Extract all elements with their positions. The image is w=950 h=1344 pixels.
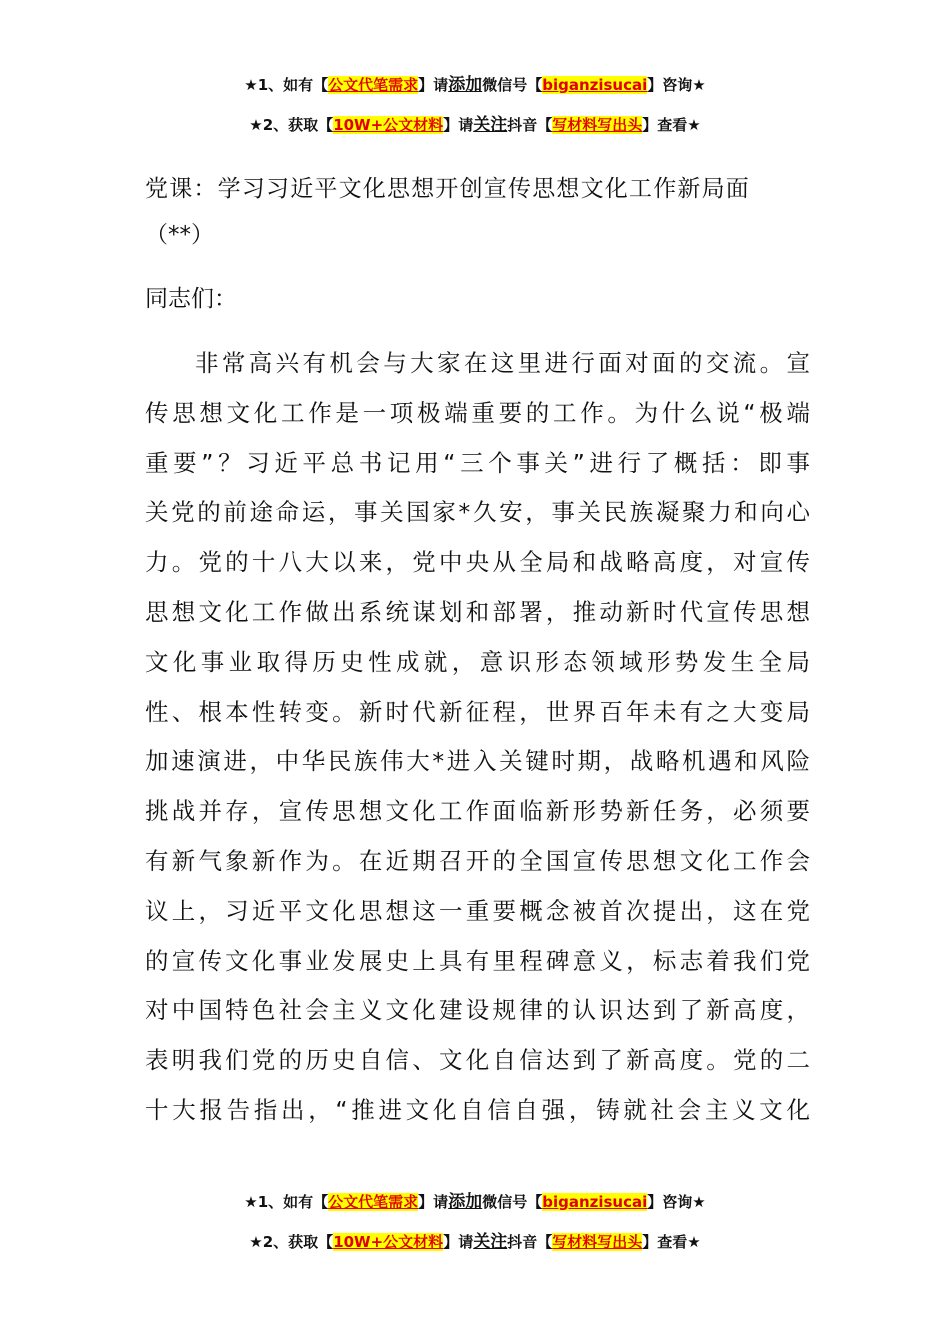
promo-text: 】查看★ — [642, 1233, 701, 1251]
document-title — [145, 166, 810, 258]
promo-text: 】请 — [443, 1233, 474, 1251]
body-text — [145, 343, 810, 1140]
body-line: 重要”？习近平总书记用“三个事关”进行了概括：即事 — [145, 448, 810, 477]
promo-text: 微信号【 — [482, 1193, 543, 1211]
body-line: 加速演进，中华民族伟大*进入关键时期，战略机遇和风险 — [145, 747, 810, 776]
promo-text: ★2、获取【 — [249, 116, 334, 134]
promo-underline: 关注 — [473, 115, 508, 135]
promo-underline: 关注 — [473, 1232, 508, 1252]
promo-text: ★2、获取【 — [249, 1233, 334, 1251]
body-line: 性、根本性转变。新时代新征程，世界百年未有之大变局 — [145, 697, 810, 726]
wechat-id: biganzisucai — [542, 76, 648, 94]
body-line: 对中国特色社会主义文化建设规律的认识达到了新高度， — [145, 996, 810, 1025]
body-line: 思想文化工作做出系统谋划和部署，推动新时代宣传思想 — [145, 597, 810, 626]
title-line: 党课：学习习近平文化思想开创宣传思想文化工作新局面 — [145, 176, 750, 202]
promo-highlight: 10W+公文材料 — [333, 1233, 444, 1251]
body-line: 关党的前途命运，事关国家*久安，事关民族凝聚力和向心 — [145, 498, 810, 527]
body-line: 文化事业取得历史性成就，意识形态领域形势发生全局 — [145, 647, 810, 676]
promo-text: 抖音【 — [507, 1233, 553, 1251]
promo-text: 】请 — [443, 116, 474, 134]
promo-highlight: 公文代笔需求 — [328, 76, 419, 94]
promo-text: 】咨询★ — [647, 76, 706, 94]
promo-text: 抖音【 — [507, 116, 553, 134]
body-line: 表明我们党的历史自信、文化自信达到了新高度。党的二 — [145, 1046, 810, 1075]
footer-promo-line-2 — [0, 1227, 950, 1252]
promo-highlight: 10W+公文材料 — [333, 116, 444, 134]
body-line: 的宣传文化事业发展史上具有里程碑意义，标志着我们党 — [145, 946, 810, 975]
douyin-id: 写材料写出头 — [552, 1233, 643, 1251]
footer-promo-line-1 — [0, 1187, 950, 1212]
douyin-id: 写材料写出头 — [552, 116, 643, 134]
body-line: 挑战并存，宣传思想文化工作面临新形势新任务，必须要 — [145, 797, 810, 826]
promo-highlight: 公文代笔需求 — [328, 1193, 419, 1211]
wechat-id: biganzisucai — [542, 1193, 648, 1211]
body-line: 十大报告指出，“推进文化自信自强，铸就社会主义文化 — [145, 1095, 810, 1124]
body-line: 非常高兴有机会与大家在这里进行面对面的交流。宣 — [195, 349, 810, 377]
body-line: 有新气象新作为。在近期召开的全国宣传思想文化工作会 — [145, 846, 810, 875]
body-line: 力。党的十八大以来，党中央从全局和战略高度，对宣传 — [145, 548, 810, 577]
promo-underline: 添加 — [448, 75, 483, 95]
promo-text: ★1、如有【 — [244, 1193, 329, 1211]
promo-line-2 — [0, 110, 950, 135]
body-line: 传思想文化工作是一项极端重要的工作。为什么说“极端 — [145, 398, 810, 427]
promo-text: ★1、如有【 — [244, 76, 329, 94]
promo-text: 】查看★ — [642, 116, 701, 134]
promo-underline: 添加 — [448, 1192, 483, 1212]
promo-text: 】请 — [418, 76, 449, 94]
promo-text: 】请 — [418, 1193, 449, 1211]
greeting: 同志们： — [145, 286, 237, 312]
body-line: 议上，习近平文化思想这一重要概念被首次提出，这在党 — [145, 896, 810, 925]
promo-line-1 — [0, 70, 950, 95]
title-line: （**） — [145, 222, 214, 248]
promo-text: 微信号【 — [482, 76, 543, 94]
promo-text: 】咨询★ — [647, 1193, 706, 1211]
